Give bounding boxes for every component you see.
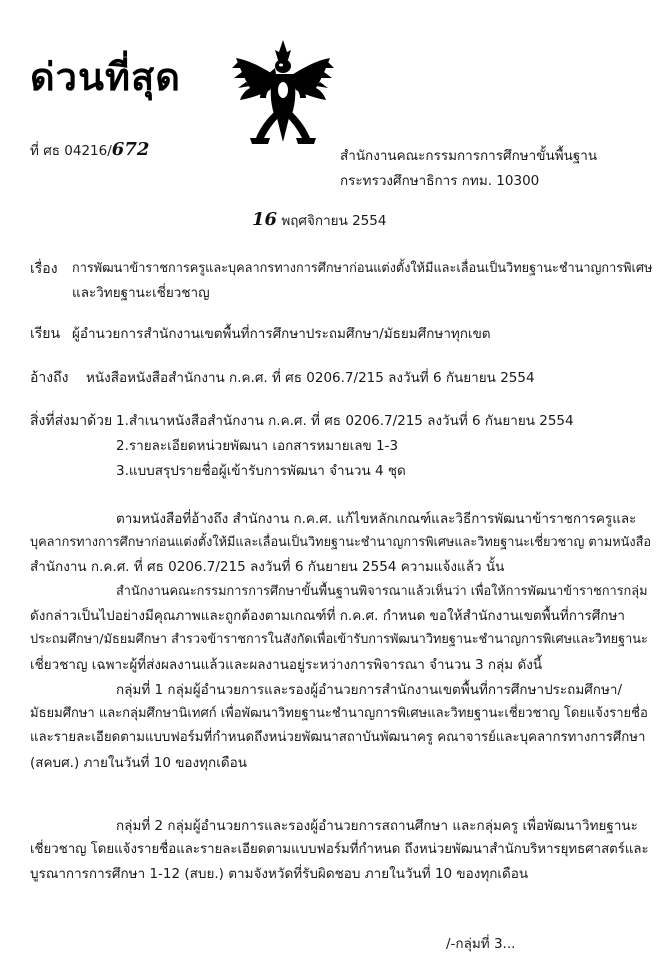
enclosure-item: 1.สำเนาหนังสือสำนักงาน ก.ค.ศ. ที่ ศธ 0206.7/215 ลงวันที่ 6 กันยายน 2554 — [116, 413, 574, 429]
subject-line-2: และวิทยฐานะเชี่ยวชาญ — [72, 285, 210, 301]
sender-ministry: กระทรวงศึกษาธิการ กทม. 10300 — [340, 173, 540, 189]
body-paragraph-3-line: กลุ่มที่ 1 กลุ่มผู้อำนวยการและรองผู้อำนวยการสำนักงานเขตพื้นที่การศึกษาประถมศึกษา/ — [116, 682, 622, 698]
date-day-handwritten: 16 — [252, 209, 278, 230]
letter-date — [252, 210, 386, 231]
enclosure-item: 2.รายละเอียดหน่วยพัฒนา เอกสารหมายเลข 1-3 — [116, 438, 399, 454]
enclosure-item: 3.แบบสรุปรายชื่อผู้เข้ารับการพัฒนา จำนวน 4 ชุด — [116, 463, 406, 479]
body-paragraph-3-line: และรายละเอียดตามแบบฟอร์มที่กำหนดถึงหน่วยพัฒนาสถาบันพัฒนาครู คณาจารย์และบุคลากรทางการศึกษา — [30, 730, 646, 745]
continuation-note: /-กลุ่มที่ 3... — [446, 936, 516, 952]
reference-handwritten-number: 672 — [111, 139, 150, 160]
reference-number — [30, 140, 149, 161]
reference-label: อ้างถึง — [30, 370, 69, 386]
garuda-emblem — [230, 38, 336, 146]
body-paragraph-1-line: สำนักงาน ก.ค.ศ. ที่ ศธ 0206.7/215 ลงวันที่ 6 กันยายน 2554 ความแจ้งแล้ว นั้น — [30, 559, 505, 575]
addressee-label: เรียน — [30, 326, 61, 342]
body-paragraph-4-line: บูรณาการการศึกษา 1-12 (สบย.) ตามจังหวัดที่รับผิดชอบ ภายในวันที่ 10 ของทุกเดือน — [30, 866, 529, 882]
body-paragraph-2-line: ประถมศึกษา/มัธยมศึกษา สำรวจข้าราชการในสังกัดเพื่อเข้ารับการพัฒนาวิทยฐานะชำนาญการพิเศษและวิทยฐานะ — [30, 632, 648, 647]
sender-office: สำนักงานคณะกรรมการการศึกษาขั้นพื้นฐาน — [340, 148, 598, 164]
body-paragraph-4-line: เชี่ยวชาญ โดยแจ้งรายชื่อและรายละเอียดตามแบบฟอร์มที่กำหนด ถึงหน่วยพัฒนาสำนักบริหารยุทธศาสตร์และ — [30, 842, 649, 857]
subject-label: เรื่อง — [30, 261, 58, 277]
body-paragraph-2-line: เชี่ยวชาญ เฉพาะผู้ที่ส่งผลงานแล้วและผลงานอยู่ระหว่างการพิจารณา จำนวน 3 กลุ่ม ดังนี้ — [30, 657, 543, 673]
body-paragraph-3-line: มัธยมศึกษา และกลุ่มศึกษานิเทศก์ เพื่อพัฒนาวิทยฐานะชำนาญการพิเศษและวิทยฐานะเชี่ยวชาญ โดยแจ้งรายชื่อ — [30, 706, 648, 721]
subject-line-1: การพัฒนาข้าราชการครูและบุคลากรทางการศึกษาก่อนแต่งตั้งให้มีและเลื่อนเป็นวิทยฐานะชำนาญการพิเศษ — [72, 261, 653, 276]
body-paragraph-4-line: กลุ่มที่ 2 กลุ่มผู้อำนวยการและรองผู้อำนวยการสถานศึกษา และกลุ่มครู เพื่อพัฒนาวิทยฐานะ — [116, 818, 638, 834]
date-month-year: พฤศจิกายน 2554 — [277, 213, 387, 229]
urgency-stamp: ด่วนที่สุด — [30, 55, 181, 99]
body-paragraph-2-line: สำนักงานคณะกรรมการการศึกษาขั้นพื้นฐานพิจารณาแล้วเห็นว่า เพื่อให้การพัฒนาข้าราชการกลุ่ม — [116, 584, 648, 599]
reference-prefix: ที่ ศธ 04216/ — [30, 143, 112, 159]
body-paragraph-3-line: (สคบศ.) ภายในวันที่ 10 ของทุกเดือน — [30, 755, 247, 771]
body-paragraph-2-line: ดังกล่าวเป็นไปอย่างมีคุณภาพและถูกต้องตามเกณฑ์ที่ ก.ค.ศ. กำหนด ขอให้สำนักงานเขตพื้นที่การศึกษา — [30, 608, 625, 624]
reference-text: หนังสือหนังสือสำนักงาน ก.ค.ศ. ที่ ศธ 0206.7/215 ลงวันที่ 6 กันยายน 2554 — [86, 370, 535, 386]
body-paragraph-1-line: ตามหนังสือที่อ้างถึง สำนักงาน ก.ค.ศ. แก้ไขหลักเกณฑ์และวิธีการพัฒนาข้าราชการครูและ — [116, 511, 637, 527]
addressee-text: ผู้อำนวยการสำนักงานเขตพื้นที่การศึกษาประถมศึกษา/มัธยมศึกษาทุกเขต — [72, 326, 491, 342]
body-paragraph-1-line: บุคลากรทางการศึกษาก่อนแต่งตั้งให้มีและเลื่อนเป็นวิทยฐานะชำนาญการพิเศษและวิทยฐานะเชี่ยวชาญ ตามหนังสือ — [30, 535, 652, 550]
enclosures-label: สิ่งที่ส่งมาด้วย — [30, 413, 113, 429]
